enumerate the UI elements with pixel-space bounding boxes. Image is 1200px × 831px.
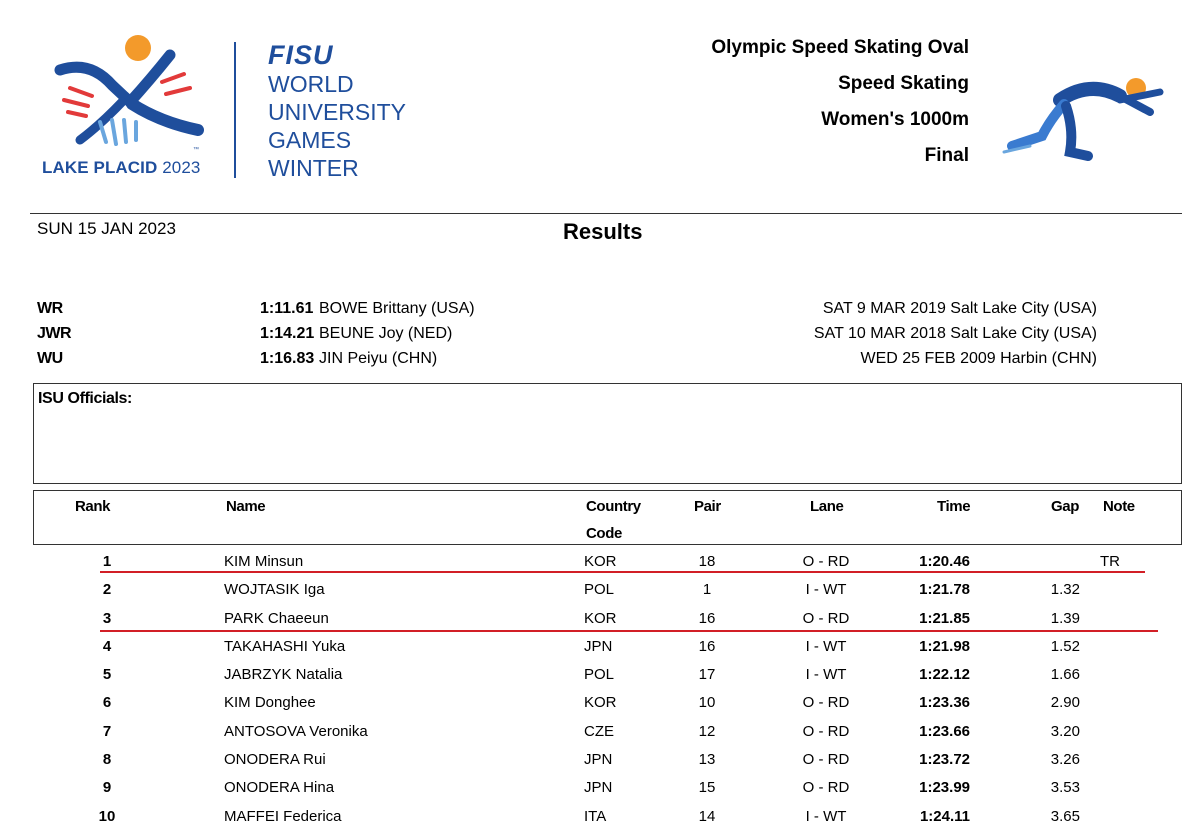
record-code: WR [37,300,63,317]
result-time: 1:21.85 [919,609,970,627]
result-country: POL [584,666,615,684]
result-rank: 9 [102,779,112,797]
record-row [37,323,1097,348]
fisu-line: UNIVERSITY [268,99,407,125]
event-logo [30,30,420,190]
result-rank: 3 [102,609,112,627]
result-time: 1:22.12 [919,666,970,684]
result-pair: 12 [698,722,716,740]
table-row [0,803,1200,831]
logo-divider [234,42,236,178]
result-country: ITA [584,807,607,825]
result-pair: 16 [698,637,716,655]
result-country: JPN [584,637,613,655]
discipline-name: Women's 1000m [821,109,969,130]
result-lane: I - WT [805,581,847,599]
result-rank: 2 [102,581,112,599]
column-header-country-code: Code [586,525,622,542]
officials-label: ISU Officials: [38,390,132,407]
result-country: JPN [584,779,613,797]
result-country: KOR [584,694,617,712]
result-time: 1:23.36 [919,694,970,712]
result-lane: I - WT [805,637,847,655]
result-rank: 7 [102,722,112,740]
fisu-line: GAMES [268,127,352,153]
result-gap: 3.53 [1050,779,1080,797]
event-info [711,30,969,174]
fisu-title: FISU [268,40,334,70]
result-lane: I - WT [805,666,847,684]
result-gap: 2.90 [1050,694,1080,712]
result-lane: O - RD [802,722,850,740]
result-rank: 1 [102,553,112,570]
phase-name: Final [924,145,969,166]
result-lane: O - RD [802,694,850,712]
result-name: JABRZYK Natalia [224,666,343,684]
result-gap: 1.39 [1050,609,1080,627]
result-lane: O - RD [802,553,850,570]
result-name: KIM Donghee [224,694,316,712]
result-pair: 18 [698,553,716,570]
record-time: 1:11.61 [260,300,314,317]
column-header-lane: Lane [810,498,844,515]
result-lane: O - RD [802,609,850,627]
fisu-line: WINTER [268,155,359,181]
result-note: TR [1100,553,1120,570]
result-lane: O - RD [802,779,850,797]
result-name: PARK Chaeeun [224,609,329,627]
results-table-body [0,548,1200,831]
host-name: LAKE PLACID 2023 [42,158,201,177]
result-rank: 4 [102,637,112,655]
result-lane: I - WT [805,807,847,825]
table-row [0,746,1200,774]
result-name: MAFFEI Federica [224,807,342,825]
result-country: CZE [584,722,614,740]
result-time: 1:23.72 [919,751,970,769]
result-gap: 1.32 [1050,581,1080,599]
column-header-name: Name [226,498,266,515]
result-rank: 6 [102,694,112,712]
result-name: ANTOSOVA Veronika [224,722,368,740]
record-code: JWR [37,325,72,342]
result-country: KOR [584,553,617,570]
result-pair: 13 [698,751,716,769]
result-name: ONODERA Hina [224,779,335,797]
result-pair: 14 [698,807,716,825]
result-rank: 8 [102,751,112,769]
fisu-wordmark [268,40,406,182]
records-section [37,298,1097,373]
table-row [0,718,1200,746]
column-header-gap: Gap [1051,498,1079,515]
record-holder: BEUNE Joy (NED) [319,325,453,342]
record-date-place: WED 25 FEB 2009 Harbin (CHN) [860,350,1097,367]
record-row [37,298,1097,323]
lake-placid-emblem-icon [50,30,210,155]
speed-skater-pictogram-icon [1000,60,1170,170]
result-gap: 3.20 [1050,722,1080,740]
result-lane: O - RD [802,751,850,769]
result-country: POL [584,581,615,599]
record-date-place: SAT 10 MAR 2018 Salt Lake City (USA) [813,325,1097,342]
table-row [0,689,1200,717]
podium-highlight-line [100,571,1145,573]
result-time: 1:23.99 [919,779,970,797]
result-country: JPN [584,751,613,769]
result-gap: 3.26 [1050,751,1080,769]
table-row [0,661,1200,689]
result-rank: 5 [102,666,112,684]
table-row [0,633,1200,661]
podium-highlight-line [100,630,1158,632]
fisu-line: WORLD [268,71,354,97]
result-country: KOR [584,609,617,627]
sport-name: Speed Skating [838,73,969,94]
result-gap: 1.52 [1050,637,1080,655]
column-header-pair: Pair [694,498,721,515]
table-row [0,774,1200,802]
trademark-mark: ™ [193,147,199,153]
column-header-note: Note [1103,498,1135,515]
result-name: KIM Minsun [224,553,304,570]
result-name: WOJTASIK Iga [224,581,325,599]
column-header-country: Country [586,498,641,515]
result-gap: 1.66 [1050,666,1080,684]
result-name: TAKAHASHI Yuka [224,637,346,655]
result-time: 1:21.98 [919,637,970,655]
result-name: ONODERA Rui [224,751,326,769]
record-date-place: SAT 9 MAR 2019 Salt Lake City (USA) [822,300,1097,317]
column-header-time: Time [937,498,971,515]
result-time: 1:24.11 [919,807,970,825]
table-row [0,605,1200,633]
result-pair: 1 [702,581,712,599]
result-time: 1:20.46 [919,553,970,570]
page-title: Results [563,219,643,244]
result-gap: 3.65 [1050,807,1080,825]
record-code: WU [37,350,63,367]
result-time: 1:21.78 [919,581,970,599]
result-pair: 15 [698,779,716,797]
header-divider [30,213,1182,214]
venue-name: Olympic Speed Skating Oval [711,37,969,58]
result-pair: 17 [698,666,716,684]
result-rank: 10 [98,807,116,825]
record-row [37,348,1097,373]
result-time: 1:23.66 [919,722,970,740]
column-header-rank: Rank [75,498,111,515]
result-pair: 16 [698,609,716,627]
record-holder: JIN Peiyu (CHN) [319,350,438,367]
record-time: 1:14.21 [260,325,315,342]
record-time: 1:16.83 [260,350,315,367]
officials-box [33,383,1182,484]
result-pair: 10 [698,694,716,712]
event-date: SUN 15 JAN 2023 [37,219,176,238]
results-table-header [33,490,1182,545]
table-row [0,576,1200,604]
record-holder: BOWE Brittany (USA) [319,300,475,317]
